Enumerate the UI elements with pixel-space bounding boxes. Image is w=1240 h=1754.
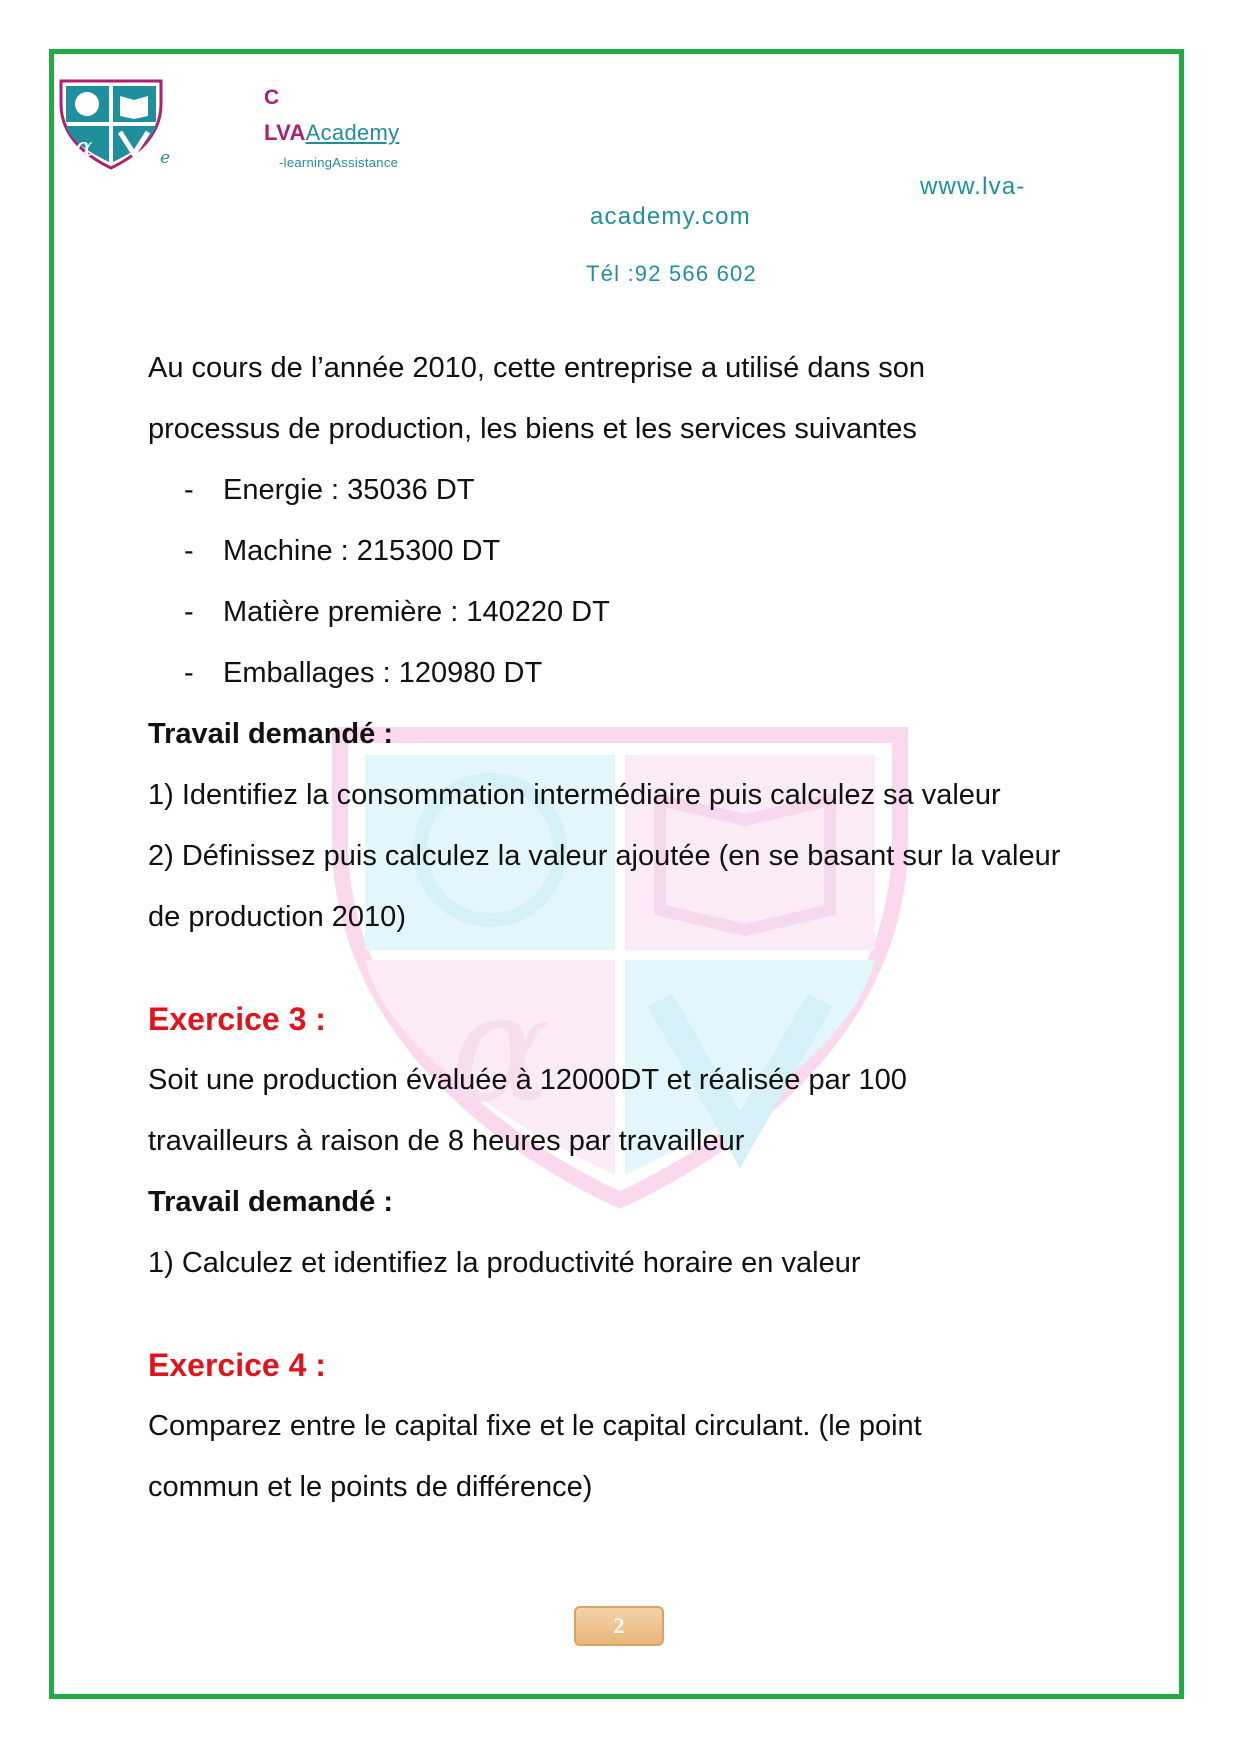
exercise-4-line-2: commun et le points de différence) [148,1471,593,1503]
exercise-3-line-1: Soit une production évaluée à 12000DT et réalisée par 100 [148,1064,907,1096]
list-dash: - [184,535,194,567]
list-dash: - [184,474,194,506]
brand-academy: Academy [305,120,400,145]
exercise-3-line-2: travailleurs à raison de 8 heures par travailleur [148,1125,745,1157]
question-2-line-1: 2) Définissez puis calculez la valeur ajoutée (en se basant sur la valeur [148,840,1061,872]
logo-side-letter: e [160,148,171,168]
brand-letter-c: C [264,86,280,109]
intro-line-1: Au cours de l’année 2010, cette entreprise a utilisé dans son [148,352,926,384]
website-part2[interactable]: academy.com [590,203,751,230]
svg-text:α: α [75,133,93,163]
exercise-3-title: Exercice 3 : [148,1001,326,1037]
brand-name [264,120,399,146]
list-item [148,582,1108,643]
lva-academy-logo [58,78,164,170]
brand-lva: LVA [264,120,306,145]
list-item-text: Energie : 35036 DT [223,474,475,506]
list-item-text: Machine : 215300 DT [223,535,501,567]
question-1: 1) Identifiez la consommation intermédiaire puis calculez sa valeur [148,779,1001,811]
svg-text:α: α [450,962,552,1136]
list-item [148,643,1108,704]
phone-number: Tél :92 566 602 [586,261,757,286]
work-title: Travail demandé : [148,718,393,750]
exercise-4-title: Exercice 4 : [148,1347,326,1383]
list-item-text: Matière première : 140220 DT [223,596,610,628]
exercise-3-question-1: 1) Calculez et identifiez la productivité horaire en valeur [148,1247,861,1279]
list-item [148,521,1108,582]
list-item [148,460,1108,521]
intro-line-2: processus de production, les biens et les services suivantes [148,413,917,445]
website-part1[interactable]: www.lva- [920,173,1026,200]
list-dash: - [184,657,194,689]
brand-tagline: -learningAssistance [279,155,399,170]
exercise-4-line-1: Comparez entre le capital fixe et le capital circulant. (le point [148,1410,922,1442]
document-body [148,338,1108,1518]
question-2-line-2: de production 2010) [148,901,406,933]
exercise-3-work-title: Travail demandé : [148,1186,393,1218]
page-number: 2 [574,1606,664,1646]
list-item-text: Emballages : 120980 DT [223,657,543,689]
list-dash: - [184,596,194,628]
